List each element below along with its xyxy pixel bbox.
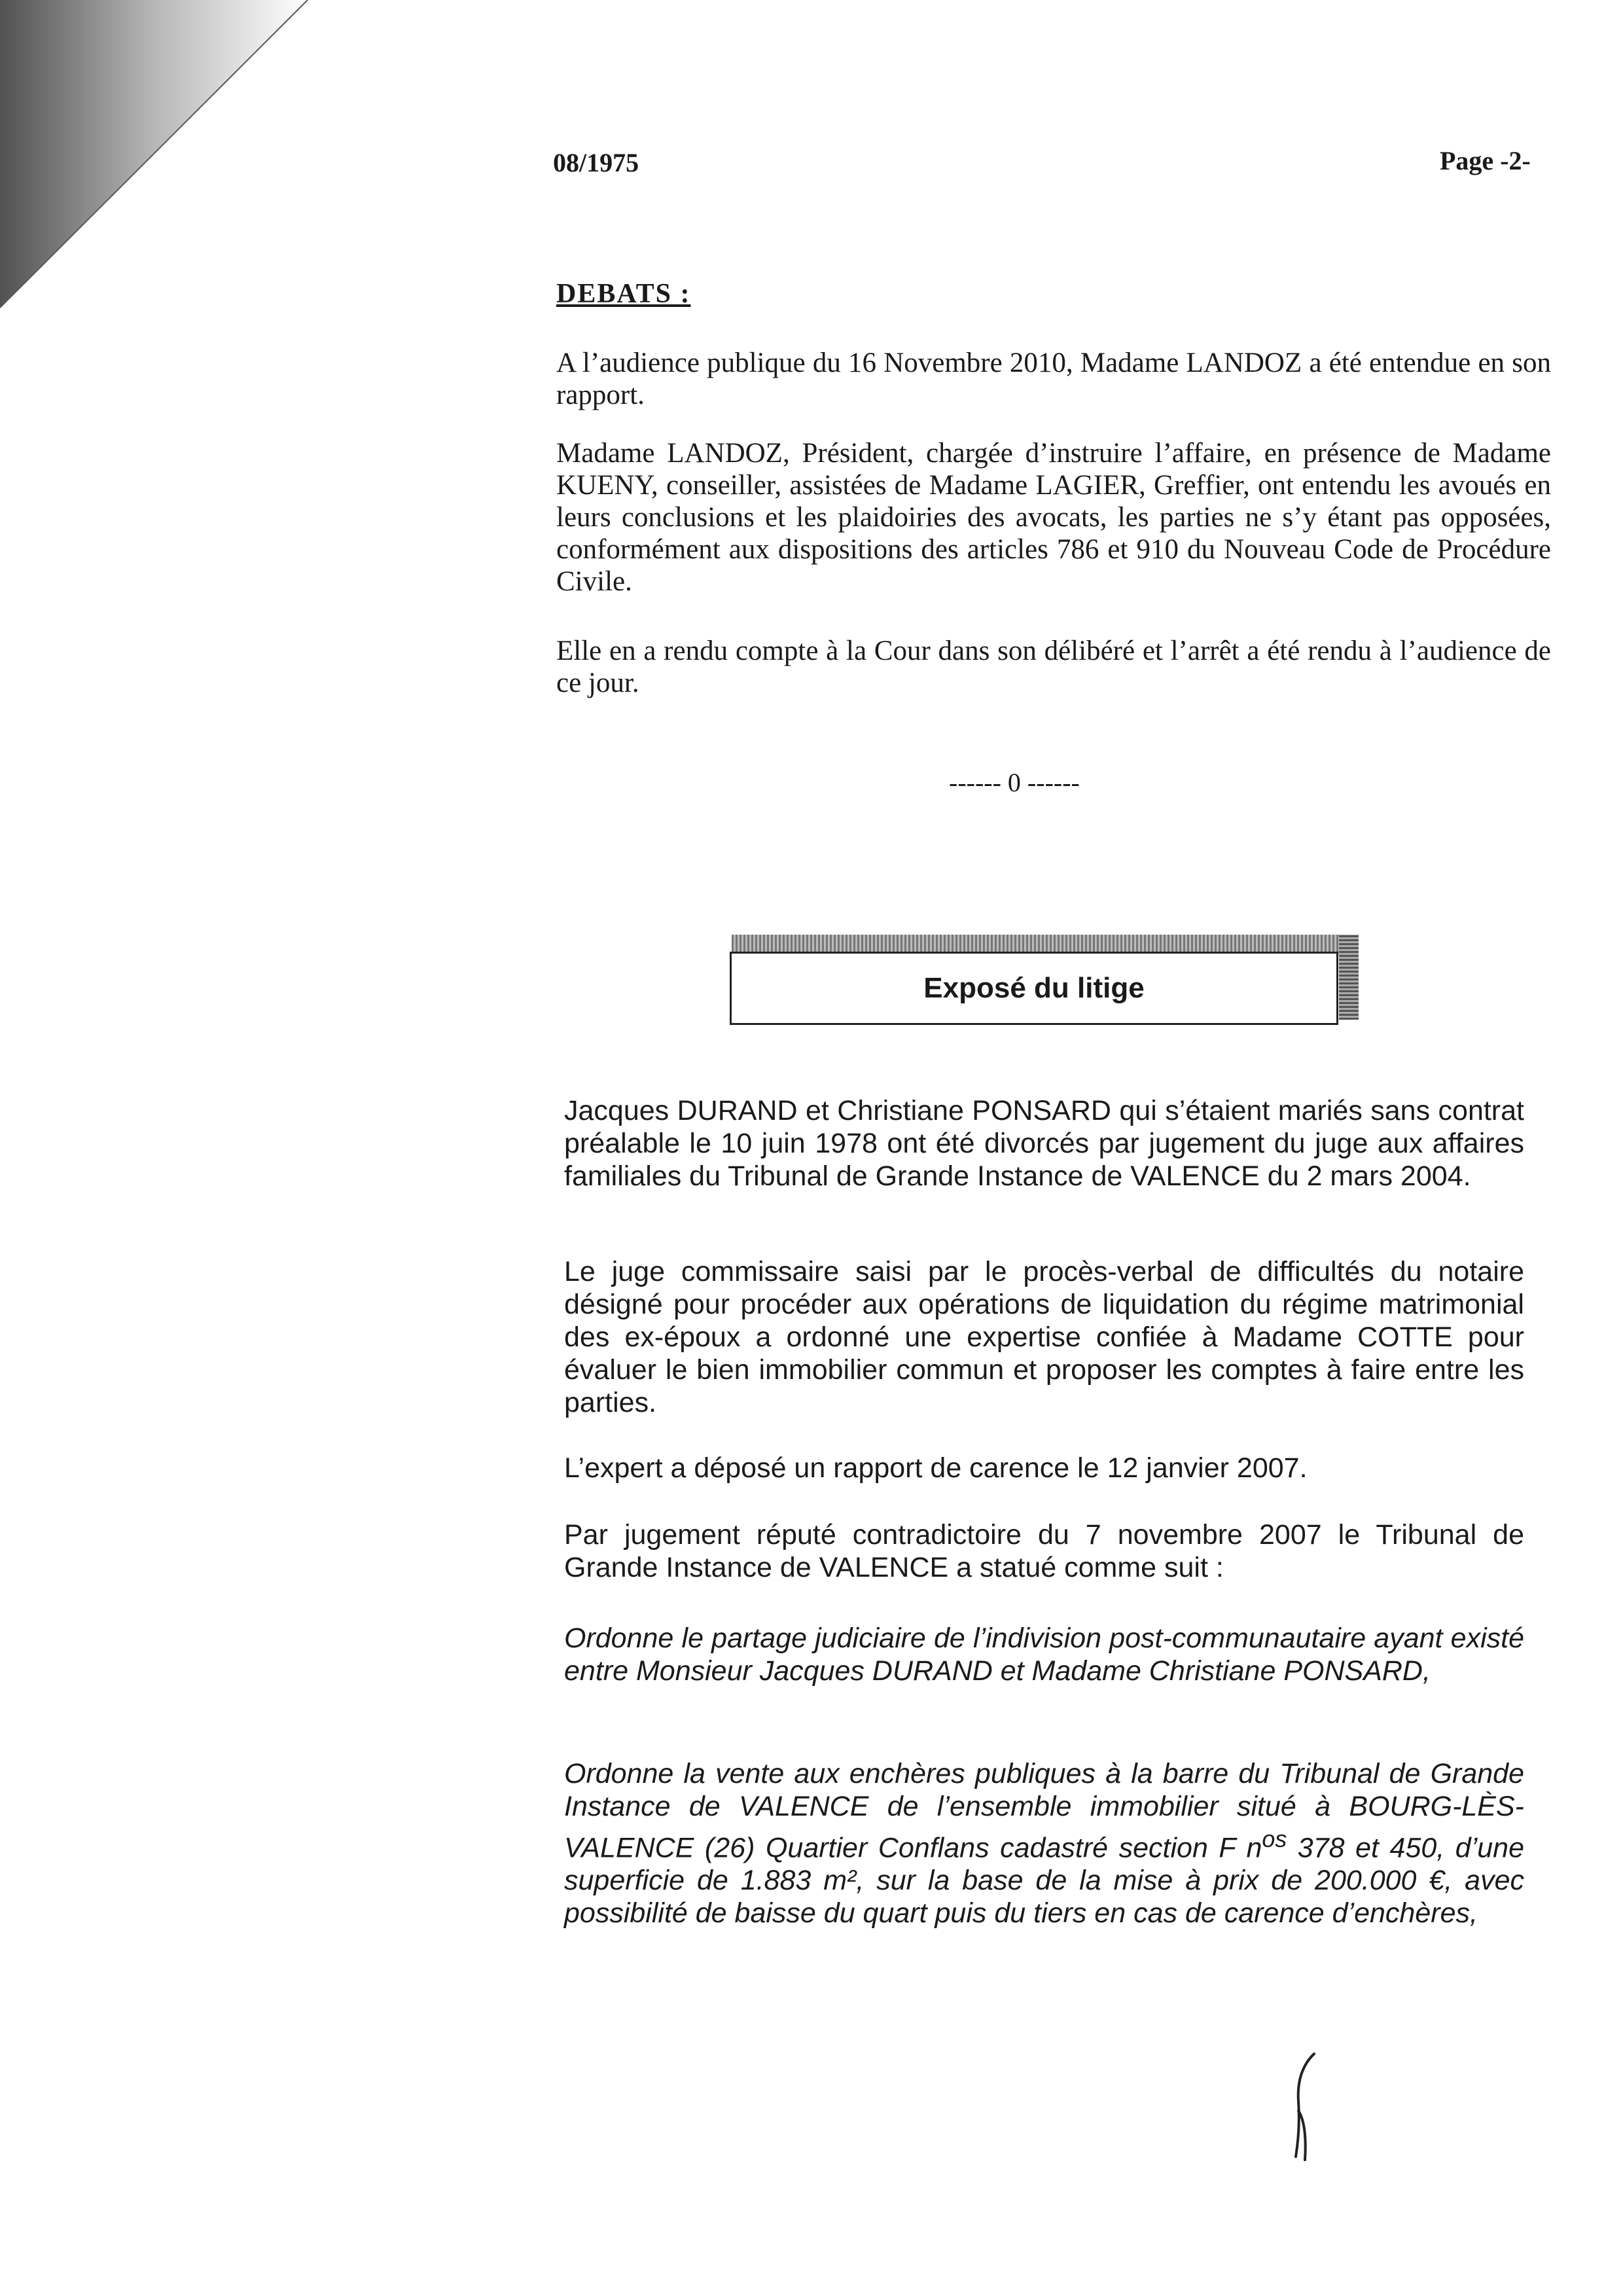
expose-paragraph: Le juge commissaire saisi par le procès-verbal de difficultés du notaire désigné pour procéder aux opérations de liquidation du régime matrimonial des ex-époux a ordonné une expertise confiée à Madame COTTE pour évaluer le bien immobilier commun et proposer les comptes à faire entre les parties. xyxy=(564,1256,1524,1418)
judgment-text: 378 et 450, d’une superficie de 1.883 m², sur la base de la mise à prix de 200.000 €, avec possibilité de baisse du quart puis du tiers en cas de carence d’enchères, xyxy=(564,1832,1524,1929)
expose-paragraph: L’expert a déposé un rapport de carence le 12 janvier 2007. xyxy=(564,1452,1308,1484)
title-box-shadow xyxy=(1339,935,1359,1020)
plural-abbrev: os xyxy=(1262,1826,1287,1852)
case-reference: 08/1975 xyxy=(553,148,639,177)
section-title: Exposé du litige xyxy=(923,972,1145,1004)
judgment-text: Ordonne la vente aux enchères publiques à la barre du Tribunal de Grande Instance de VALENCE de l’ensemble immobilier situé à BOURG-LÈS-VALENCE (26) Quartier Conflans cadastré section F n xyxy=(564,1758,1524,1864)
debats-paragraph: Elle en a rendu compte à la Cour dans son délibéré et l’arrêt a été rendu à l’audience de ce jour. xyxy=(556,636,1551,698)
page-number: Page -2- xyxy=(1440,146,1531,175)
debats-paragraph: A l’audience publique du 16 Novembre 2010, Madame LANDOZ a été entendue en son rapport. xyxy=(556,348,1551,410)
debats-paragraph: Madame LANDOZ, Président, chargée d’instruire l’affaire, en présence de Madame KUENY, conseiller, assistées de Madame LAGIER, Greffier, ont entendu les avoués en leurs conclusions et les plaidoiries des avocats, les parties ne s’y étant pas opposées, conformément aux dispositions des articles 786 et 910 du Nouveau Code de Procédure Civile. xyxy=(556,438,1551,597)
debats-heading: DEBATS : xyxy=(556,279,691,309)
folded-corner-shadow xyxy=(0,0,340,340)
section-separator: ------ 0 ------ xyxy=(949,768,1080,797)
expose-paragraph: Par jugement réputé contradictoire du 7 novembre 2007 le Tribunal de Grande Instance de VALENCE a statué comme suit : xyxy=(564,1519,1524,1583)
handwritten-initial xyxy=(1283,2049,1335,2166)
section-title-box xyxy=(730,952,1338,1025)
judgment-quote: Ordonne le partage judiciaire de l’indivision post-communautaire ayant existé entre Monsieur Jacques DURAND et Madame Christiane PONSARD, xyxy=(564,1623,1524,1687)
expose-paragraph: Jacques DURAND et Christiane PONSARD qui s’étaient mariés sans contrat préalable le 10 juin 1978 ont été divorcés par jugement du juge aux affaires familiales du Tribunal de Grande Instance de VALENCE du 2 mars 2004. xyxy=(564,1095,1524,1192)
judgment-quote xyxy=(564,1757,1524,1929)
